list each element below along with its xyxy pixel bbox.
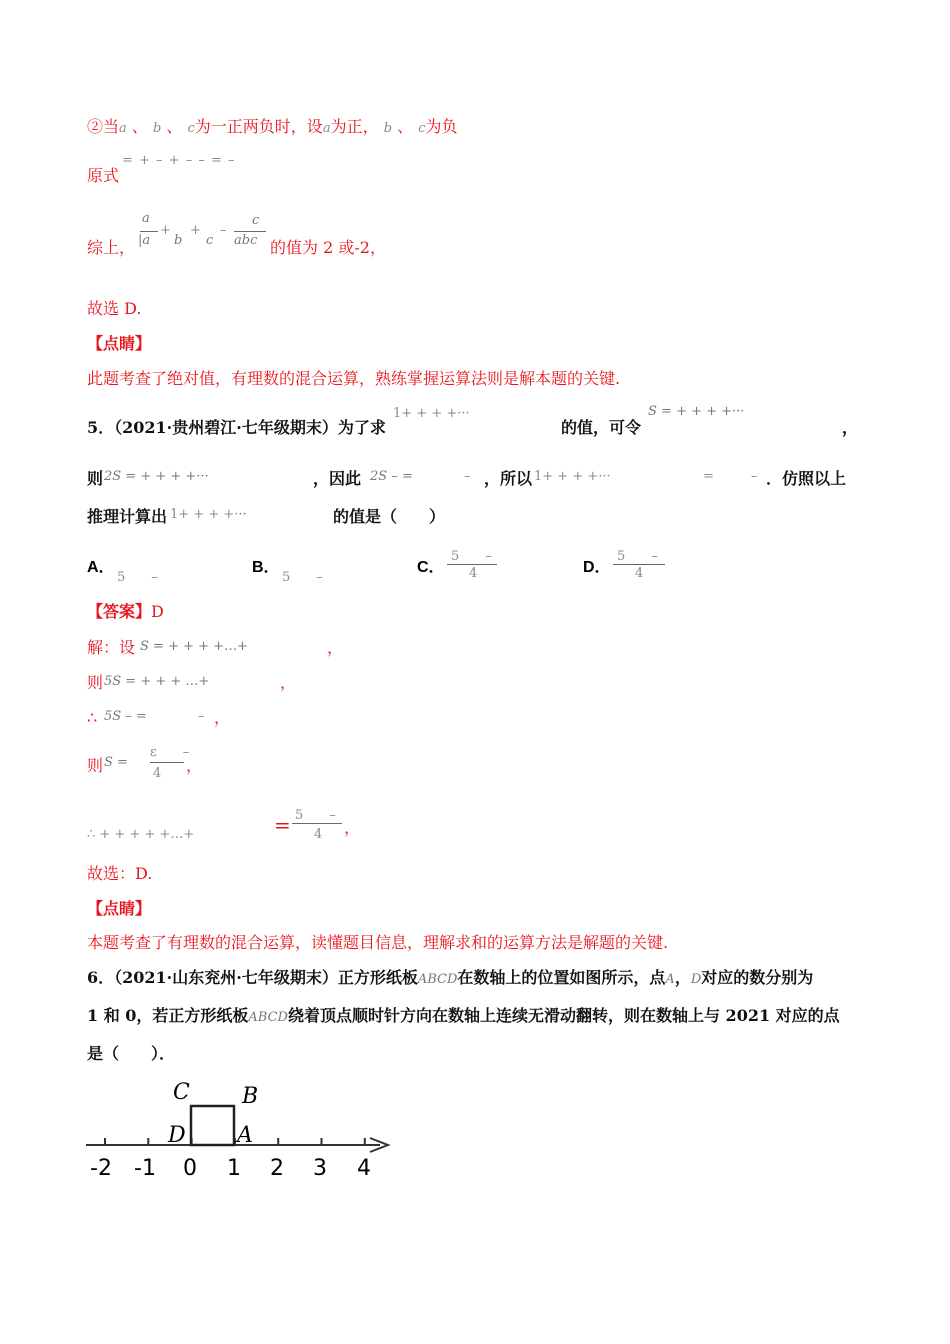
choose-answer: 故选 D.: [87, 299, 142, 318]
equals-sign: =: [703, 469, 714, 484]
solution-expression: 5S – =: [104, 709, 147, 724]
minus-sign: –: [464, 469, 471, 484]
var-c: c: [187, 121, 195, 136]
fraction-bar: [140, 231, 158, 232]
choose-answer: 故选：D.: [87, 864, 153, 883]
solution-end: ，: [344, 818, 361, 837]
question-number: 6．: [87, 968, 115, 987]
q6-text: 正方形纸板: [337, 968, 418, 987]
sep: 、: [131, 117, 148, 136]
q6-text: 1 和 0，若正方形纸板: [87, 1006, 249, 1025]
q5-text: 为了求: [337, 418, 386, 437]
solution-end: ，: [280, 673, 297, 692]
var-a: a: [119, 121, 127, 136]
q5-expression: 1+ + + +···: [170, 507, 247, 522]
sep: 、: [166, 117, 183, 136]
q6-text: 绕着顶点顺时针方向在数轴上连续无滑动翻转，则在数轴上与 2021 对应的点: [287, 1006, 840, 1025]
solution-prefix: 则: [87, 673, 104, 692]
point-c-label: C: [173, 1080, 190, 1105]
fraction-denominator: 4: [153, 766, 162, 781]
solution-end: ，: [186, 756, 203, 775]
solution-expression: ∴ + + + + +…+: [87, 827, 195, 842]
q5-text: 则: [87, 469, 104, 488]
minus-sign: –: [751, 469, 758, 484]
question-number: 5．: [87, 418, 115, 437]
q5-expression: S = + + + +···: [648, 404, 745, 419]
q5-text: 的值，可令: [561, 418, 642, 437]
point-d-label: D: [168, 1123, 186, 1148]
var-b: b: [383, 121, 393, 136]
fraction-bar: [292, 823, 342, 824]
frac-c-denominator: c: [206, 233, 214, 248]
q6-line3: 是（ ）．: [87, 1044, 176, 1063]
q5-text: ．仿照以上: [766, 469, 847, 488]
answer-label: 【答案】: [87, 602, 152, 621]
question-source: （2021·山东兖州·七年级期末）: [114, 968, 338, 987]
tick-label: 1: [227, 1156, 241, 1181]
solution-prefix: 解：设: [87, 638, 136, 657]
point-a-label: A: [237, 1123, 253, 1148]
original-equation: = + – + – – = –: [122, 153, 236, 168]
q5-expression: 2S – =: [370, 469, 413, 484]
option-numerator: 5 –: [617, 549, 658, 564]
tick-label: 4: [357, 1156, 371, 1181]
tip-text: 此题考查了绝对值，有理数的混合运算，熟练掌握运算法则是解本题的关键.: [87, 369, 621, 388]
tip-text: 本题考查了有理数的混合运算，读懂题目信息，理解求和的运算方法是解题的关键.: [87, 933, 669, 952]
comma: ，: [842, 418, 859, 437]
answer-value: D: [151, 602, 164, 621]
tick-label: -1: [134, 1156, 156, 1181]
q5-text: ，因此: [313, 469, 362, 488]
var-c: c: [418, 121, 426, 136]
option-label: A．: [87, 559, 115, 576]
var-b: b: [152, 121, 162, 136]
option-label: B．: [252, 559, 280, 576]
case2-neg: 为负: [425, 117, 458, 136]
fraction-bar: [150, 762, 184, 763]
fraction-denominator: 4: [314, 827, 323, 842]
frac-a-numerator: a: [142, 211, 150, 226]
case2-prefix: ②当: [87, 117, 120, 136]
solution-expression: S = + + + +…+: [140, 639, 248, 654]
solution-end: ，: [214, 708, 231, 727]
plus-sign: +: [190, 223, 201, 238]
summary-expression: [138, 205, 268, 255]
point-d-name: D: [690, 972, 702, 987]
frac-abc-numerator: c: [252, 213, 260, 228]
tip-label: 【点睛】: [87, 334, 152, 353]
square-name: ABCD: [248, 1010, 288, 1025]
frac-b-denominator: b: [174, 233, 183, 248]
q5-expression: 2S = + + + +···: [104, 469, 209, 484]
frac-a-denominator: |a: [138, 233, 151, 248]
square-abcd: [191, 1106, 234, 1145]
q6-text: 在数轴上的位置如图所示，点: [457, 968, 666, 987]
solution-expression: 5S = + + + …+: [104, 674, 210, 689]
summary-prefix: 综上，: [87, 238, 136, 257]
q6-text: 对应的数分别为: [701, 968, 814, 987]
solution-end: ，: [327, 638, 344, 657]
equals-sign: =: [274, 813, 291, 837]
case2-mid: 为一正两负时，设: [194, 117, 323, 136]
tip-label: 【点睛】: [87, 899, 152, 918]
sep: 、: [397, 117, 414, 136]
square-name: ABCD: [417, 972, 458, 987]
q5-text: ，所以: [484, 469, 533, 488]
original-label: 原式: [87, 166, 120, 185]
point-b-label: B: [242, 1084, 259, 1109]
q6-line1: [87, 968, 813, 990]
sep: ，: [674, 968, 691, 987]
fraction-numerator: ε –: [150, 745, 190, 760]
tick-label: 2: [270, 1156, 284, 1181]
q5-text: 的值是（ ）: [333, 507, 446, 526]
number-line-figure: [80, 1075, 410, 1185]
option-denominator: 5 –: [117, 570, 158, 585]
tick-label: -2: [90, 1156, 112, 1181]
option-label: D．: [583, 559, 611, 576]
summary-suffix: 的值为 2 或-2，: [270, 238, 386, 257]
case2-pos: 为正，: [330, 117, 379, 136]
fraction-bar: [234, 231, 266, 232]
q5-text: 推理计算出: [87, 507, 168, 526]
option-denominator: 4: [469, 566, 478, 581]
option-denominator: 5 –: [282, 570, 323, 585]
option-numerator: 5 –: [451, 549, 492, 564]
answer-line: [87, 602, 164, 622]
plus-sign: +: [160, 223, 171, 238]
question-source: （2021·贵州碧江·七年级期末）: [114, 418, 338, 437]
tick-label: 3: [313, 1156, 327, 1181]
q5-line1: [87, 418, 386, 438]
q5-expression: 1+ + + +···: [534, 469, 611, 484]
fraction-bar: [613, 564, 665, 565]
solution-prefix: 则: [87, 756, 104, 775]
var-a: a: [322, 121, 331, 136]
option-denominator: 4: [635, 566, 644, 581]
case2-line: [87, 117, 458, 139]
solution-prefix: ∴: [87, 708, 98, 727]
tick-label: 0: [183, 1156, 197, 1181]
q5-expression: 1+ + + +···: [393, 406, 470, 421]
frac-abc-denominator: abc: [234, 233, 258, 248]
q5-options: [87, 545, 847, 590]
option-label: C．: [417, 559, 445, 576]
fraction-bar: [447, 564, 497, 565]
solution-expression: S =: [104, 755, 128, 770]
minus-sign: –: [220, 223, 227, 238]
fraction-numerator: 5 –: [295, 808, 336, 823]
minus-sign: –: [198, 709, 205, 724]
q6-line2: [87, 1006, 840, 1028]
point-a-name: A: [665, 972, 675, 987]
